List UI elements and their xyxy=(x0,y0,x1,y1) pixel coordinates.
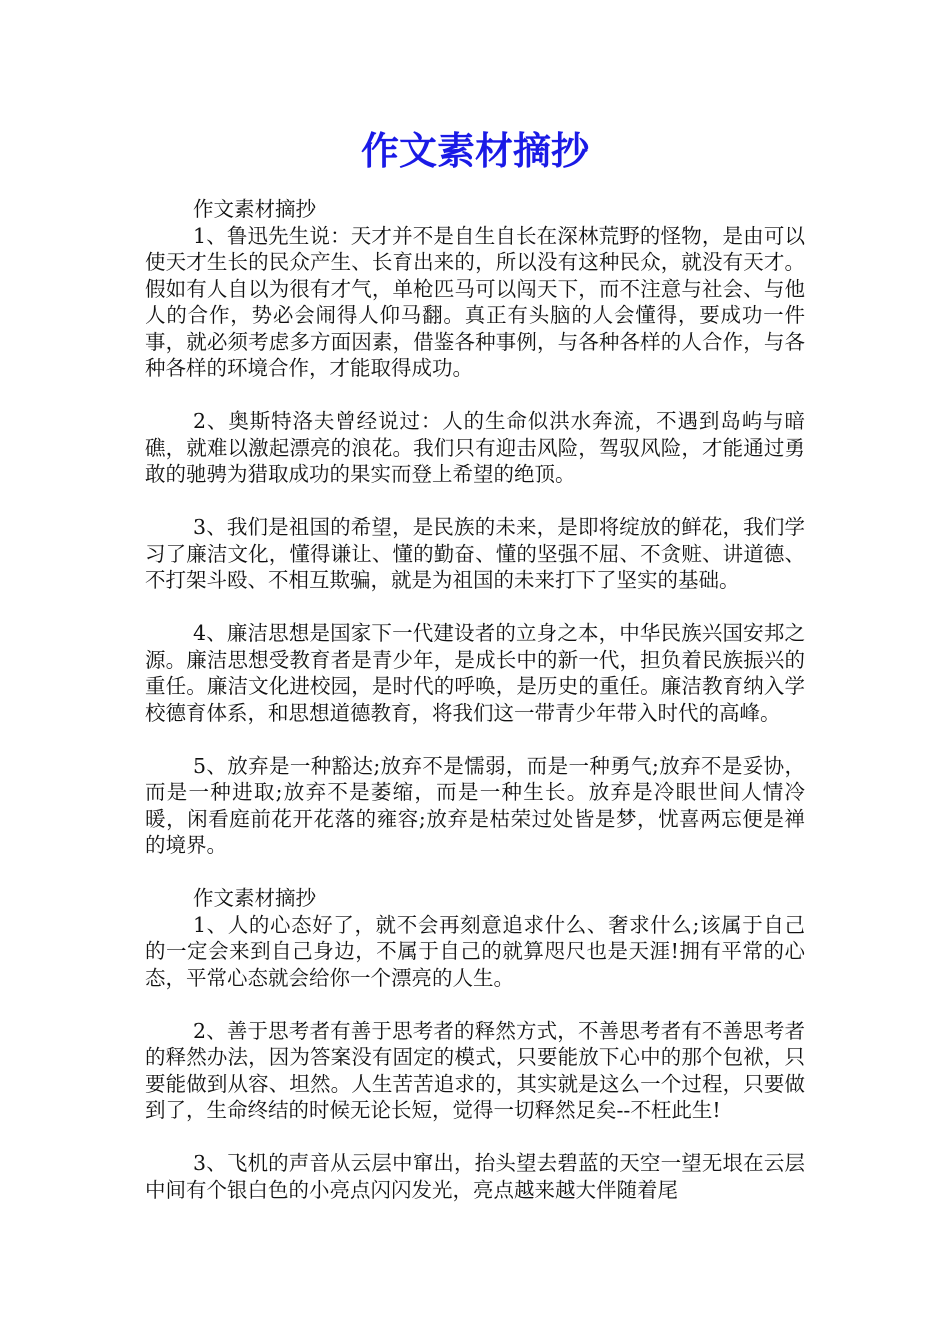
section-2 xyxy=(145,885,805,1203)
paragraph: 4、廉洁思想是国家下一代建设者的立身之本，中华民族兴国安邦之源。廉洁思想受教育者是青少年，是成长中的新一代，担负着民族振兴的重任。廉洁文化进校园，是时代的呼唤，是历史的重任。廉洁教育纳入学校德育体系，和思想道德教育，将我们这一带青少年带入时代的高峰。 xyxy=(145,621,805,725)
paragraph: 3、我们是祖国的希望，是民族的未来，是即将绽放的鲜花，我们学习了廉洁文化，懂得谦让、懂的勤奋、懂的坚强不屈、不贪赃、讲道德、不打架斗殴、不相互欺骗，就是为祖国的未来打下了坚实的基础。 xyxy=(145,515,805,592)
document-body xyxy=(145,196,805,1230)
section-1 xyxy=(145,196,805,859)
paragraph: 5、放弃是一种豁达;放弃不是懦弱，而是一种勇气;放弃不是妥协，而是一种进取;放弃不是萎缩，而是一种生长。放弃是冷眼世间人情冷暖，闲看庭前花开花落的雍容;放弃是枯荣过处皆是梦，忧喜两忘便是禅的境界。 xyxy=(145,753,805,857)
paragraph: 1、鲁迅先生说：天才并不是自生自长在深林荒野的怪物，是由可以使天才生长的民众产生、长育出来的，所以没有这种民众，就没有天才。假如有人自以为很有才气，单枪匹马可以闯天下，而不注意与社会、与他人的合作，势必会闹得人仰马翻。真正有头脑的人会懂得，要成功一件事，就必须考虑多方面因素，借鉴各种事例，与各种各样的人合作，与各种各样的环境合作，才能取得成功。 xyxy=(145,223,805,380)
section-heading: 作文素材摘抄 xyxy=(193,197,316,221)
document-title: 作文素材摘抄 xyxy=(360,128,589,173)
paragraph: 1、人的心态好了，就不会再刻意追求什么、奢求什么;该属于自己的一定会来到自己身边，不属于自己的就算咫尺也是天涯!拥有平常的心态，平常心态就会给你一个漂亮的人生。 xyxy=(145,912,805,990)
paragraph: 2、奥斯特洛夫曾经说过：人的生命似洪水奔流，不遇到岛屿与暗礁，就难以激起漂亮的浪花。我们只有迎击风险，驾驭风险，才能通过勇敢的驰骋为猎取成功的果实而登上希望的绝顶。 xyxy=(145,409,805,486)
section-heading: 作文素材摘抄 xyxy=(193,886,316,910)
paragraph: 3、飞机的声音从云层中窜出，抬头望去碧蓝的天空一望无垠在云层中间有个银白色的小亮点闪闪发光，亮点越来越大伴随着尾 xyxy=(145,1151,805,1202)
paragraph: 2、善于思考者有善于思考者的释然方式，不善思考者有不善思考者的释然办法，因为答案没有固定的模式，只要能放下心中的那个包袱，只要能做到从容、坦然。人生苦苦追求的，其实就是这么一个过程，只要做到了，生命终结的时候无论长短，觉得一切释然足矣--不枉此生! xyxy=(145,1018,805,1122)
